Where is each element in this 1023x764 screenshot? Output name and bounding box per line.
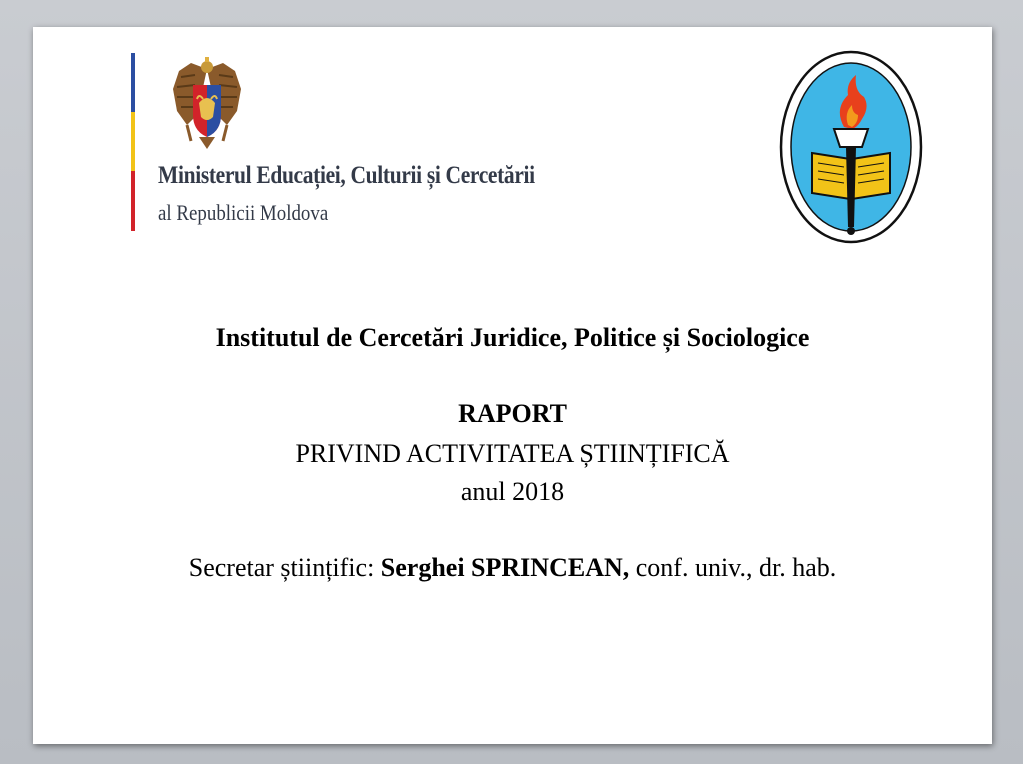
secretary-suffix: conf. univ., dr. hab. xyxy=(635,553,837,582)
secretary-prefix: Secretar științific: xyxy=(188,553,375,582)
slide xyxy=(33,27,992,744)
flag-stripe xyxy=(131,53,135,231)
secretary-line xyxy=(33,553,992,583)
report-subtitle: PRIVIND ACTIVITATEA ȘTIINȚIFICĂ xyxy=(295,439,730,468)
report-year: anul 2018 xyxy=(460,477,565,506)
institute-name: Institutul de Cercetări Juridice, Politice și Sociologice xyxy=(215,323,810,352)
flag-stripe-red xyxy=(131,171,135,231)
ministry-name: Ministerul Educației, Culturii și Cercetării xyxy=(158,162,535,189)
institute-torch-book-emblem-icon xyxy=(778,49,924,245)
flag-stripe-yellow xyxy=(131,112,135,171)
flag-stripe-blue xyxy=(131,53,135,112)
report-title: RAPORT xyxy=(458,399,567,428)
secretary-name: Serghei SPRINCEAN, xyxy=(380,553,630,582)
ministry-country: al Republicii Moldova xyxy=(158,200,329,225)
moldova-coat-of-arms-icon xyxy=(169,55,245,153)
